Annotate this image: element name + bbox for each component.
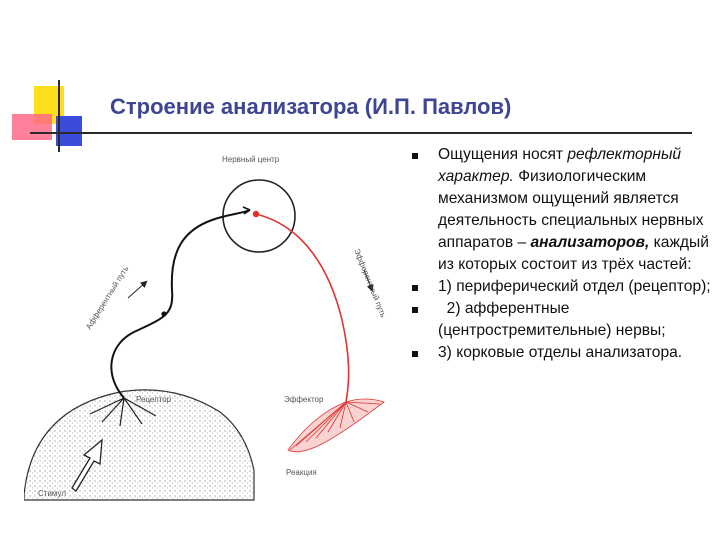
nerve-center-circle [223, 180, 295, 252]
stimulus-label: Стимул [38, 489, 66, 498]
efferent-pathway [256, 214, 349, 402]
title-underline [30, 132, 692, 134]
slide-title: Строение анализатора (И.П. Павлов) [110, 94, 512, 119]
bullet-item [412, 144, 712, 276]
efferent-label: Эфферентный путь [352, 247, 388, 319]
bullet-text: 2) афферентные (центростремительные) нервы; [438, 300, 666, 339]
bullet-text: каждый из которых состоит из трёх частей: [438, 234, 709, 273]
bullet-italic-text: рефлекторный характер. [438, 146, 682, 185]
afferent-direction-arrow [128, 282, 146, 298]
effector-muscle [288, 399, 384, 452]
bullet-text: 3) корковые отделы анализатора. [438, 344, 683, 361]
bullet-text: 1) периферический отдел (рецептор); [438, 278, 711, 295]
bullet-text: Ощущения носят [438, 146, 568, 163]
bullet-marker [412, 351, 418, 357]
decor-pink-square [12, 114, 52, 140]
bullet-text: Физиологическим механизмом ощущений является деятельность специальных нервных аппаратов – [438, 168, 704, 251]
nerve-center-label: Нервный центр [222, 155, 280, 164]
bullet-marker [412, 307, 418, 313]
synapse-dot [161, 311, 166, 316]
afferent-label: Афферентный путь [84, 264, 131, 332]
effector-label: Эффектор [284, 395, 324, 404]
afferent-pathway [111, 210, 250, 398]
bullet-item [412, 298, 712, 342]
bullet-list [412, 144, 712, 364]
bullet-marker [412, 153, 418, 159]
bullet-item [412, 342, 712, 364]
receptor-label: Рецептор [136, 395, 172, 404]
bullet-marker [412, 285, 418, 291]
bullet-emphasis-text: анализаторов, [530, 234, 650, 251]
bullet-item [412, 276, 712, 298]
reaction-label: Реакция [286, 468, 317, 477]
reflex-arc-diagram [24, 140, 406, 510]
